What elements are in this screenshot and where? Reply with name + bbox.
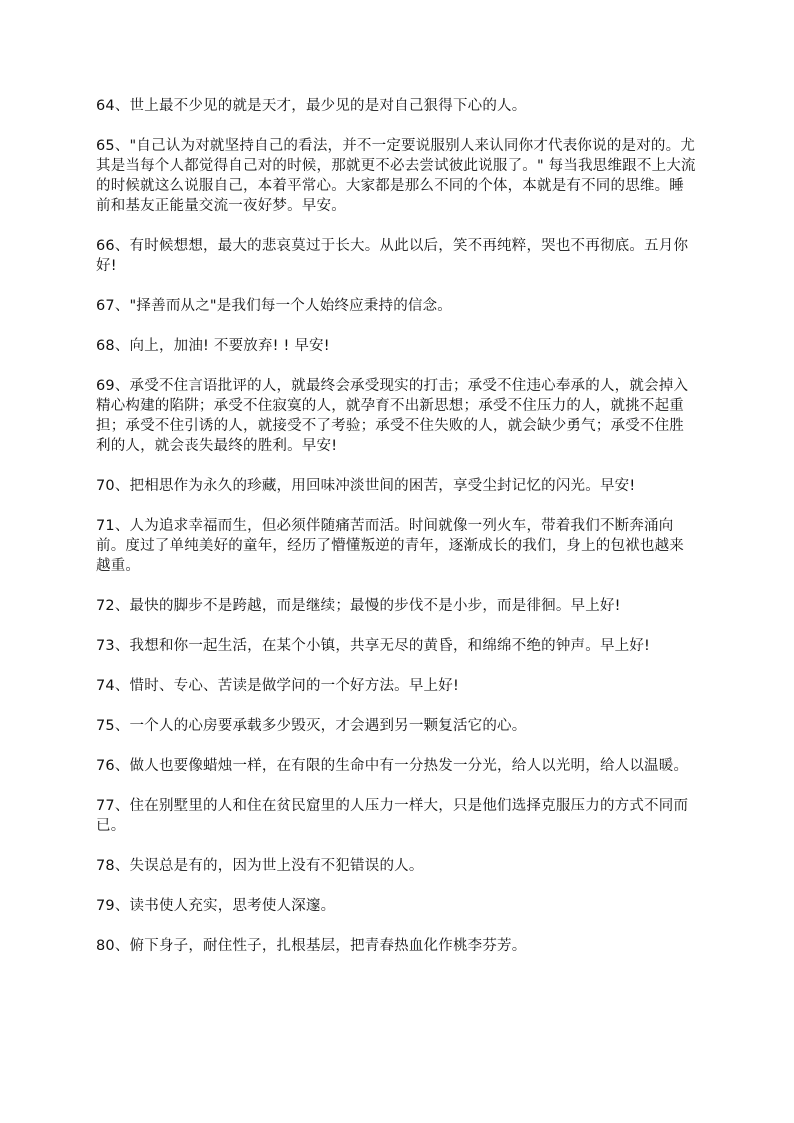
document-body (96, 96, 696, 976)
paragraph-73: 73、我想和你一起生活，在某个小镇，共享无尽的黄昏，和绵绵不绝的钟声。早上好! (96, 638, 651, 654)
paragraph-72: 72、最快的脚步不是跨越，而是继续；最慢的步伐不是小步，而是徘徊。早上好! (96, 598, 621, 614)
paragraph-78: 78、失误总是有的，因为世上没有不犯错误的人。 (96, 858, 424, 874)
paragraph-69: 69、承受不住言语批评的人，就最终会承受现实的打击；承受不住违心奉承的人，就会掉入精心构建的陷阱；承受不住寂寞的人，就孕育不出新思想；承受不住压力的人，就挑不起重担；承受不住引诱的人，就接受不了考验；承受不住失败的人，就会缺少勇气；承受不住胜利的人，就会丧失最终的胜利。早安! (96, 378, 689, 454)
paragraph-68: 68、向上，加油! 不要放弃! ! 早安! (96, 338, 330, 354)
paragraph-75: 75、一个人的心房要承载多少毁灭，才会遇到另一颗复活它的心。 (96, 718, 527, 734)
paragraph-77: 77、住在别墅里的人和住在贫民窟里的人压力一样大，只是他们选择克服压力的方式不同而已。 (96, 798, 689, 834)
paragraph-67: 67、"择善而从之"是我们每一个人始终应秉持的信念。 (96, 298, 452, 314)
paragraph-71: 71、人为追求幸福而生，但必须伴随痛苦而活。时间就像一列火车，带着我们不断奔涌向前。度过了单纯美好的童年，经历了懵懂叛逆的青年，逐渐成长的我们，身上的包袱也越来越重。 (96, 518, 684, 574)
paragraph-79: 79、读书使人充实，思考使人深邃。 (96, 898, 336, 914)
paragraph-70: 70、把相思作为永久的珍藏，用回味冲淡世间的困苦，享受尘封记忆的闪光。早安! (96, 478, 636, 494)
paragraph-66: 66、有时候想想，最大的悲哀莫过于长大。从此以后，笑不再纯粹，哭也不再彻底。五月你好! (96, 238, 689, 274)
paragraph-80: 80、俯下身子，耐住性子，扎根基层，把青春热血化作桃李芬芳。 (96, 938, 527, 954)
paragraph-64: 64、世上最不少见的就是天才，最少见的是对自己狠得下心的人。 (96, 98, 527, 114)
paragraph-65: 65、"自己认为对就坚持自己的看法，并不一定要说服别人来认同你才代表你说的是对的。尤其是当每个人都觉得自己对的时候，那就更不必去尝试彼此说服了。" 每当我思维跟不上大流的时候就这么说服自己，本着平常心。大家都是那么不同的个体，本就是有不同的思维。睡前和基友正能量交流一夜好梦。早安。 (96, 138, 696, 214)
paragraph-74: 74、惜时、专心、苦读是做学问的一个好方法。早上好! (96, 678, 459, 694)
paragraph-76: 76、做人也要像蜡烛一样，在有限的生命中有一分热发一分光，给人以光明，给人以温暖。 (96, 758, 689, 774)
